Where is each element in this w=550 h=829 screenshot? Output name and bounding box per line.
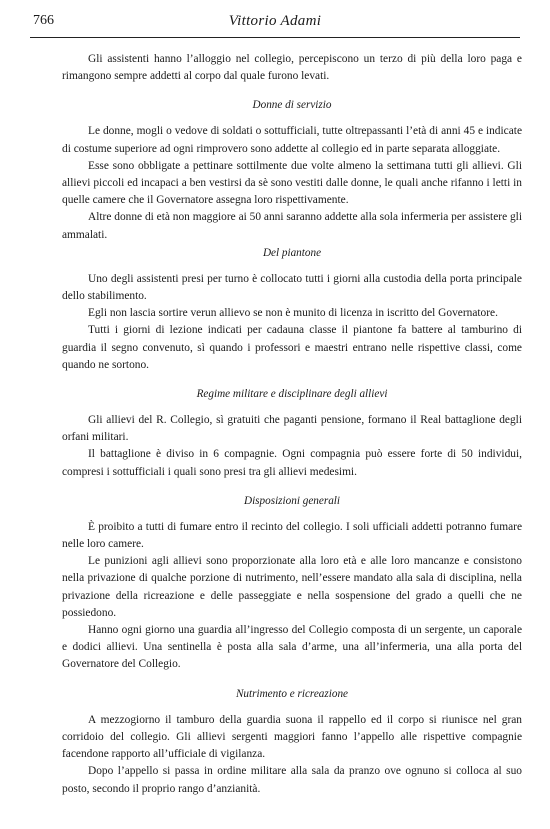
- intro-paragraph: Gli assistenti hanno l’alloggio nel collegio, percepiscono un terzo di più della loro paga e rimangono sempre addetti al corpo dal quale furono levati.: [62, 53, 522, 83]
- paragraph: Gli allievi del R. Collegio, sì gratuiti che paganti pensione, formano il Real battaglione degli orfani militari.: [62, 414, 522, 444]
- paragraph: Le punizioni agli allievi sono proporzionate alla loro età e alle loro mancanze e consistono nella privazione di qualche porzione di nutrimento, nell’essere mandato alla sala di disciplina, nella privazione della ricreazione e delle passeggiate e nella sospensione del grado a quelli che ne possiedono.: [62, 555, 522, 619]
- paragraph: Uno degli assistenti presi per turno è collocato tutti i giorni alla custodia della porta principale dello stabilimento.: [62, 272, 522, 303]
- paragraph: Le donne, mogli o vedove di soldati o sottufficiali, tutte oltrepassanti l’età di anni 45 e indicate di costume superiore ad ogni rimprovero sono addette al collegio ed in parte separata alloggiate.: [62, 125, 522, 155]
- section-heading: Del piantone: [262, 246, 322, 259]
- section-heading: Donne di servizio: [252, 99, 332, 112]
- paragraph: Tutti i giorni di lezione indicati per cadauna classe il piantone fa battere al tamburino di guardia il segno convenuto, sì quando i professori e maestri entrano nelle rispettive classi, come quando ne sortono.: [62, 324, 522, 371]
- section-heading: Regime militare e disciplinare degli allievi: [196, 388, 388, 401]
- paragraph: Altre donne di età non maggiore ai 50 anni saranno addette alla sola infermeria per assistere gli ammalati.: [62, 211, 522, 241]
- paragraph: A mezzogiorno il tamburo della guardia suona il rappello ed il corpo si riunisce nel gran corridoio del collegio. Gli allievi sergenti maggiori fanno l’appello alle rispettive compagnie facendone rapporto all’ufficiale di vigilanza.: [62, 713, 522, 761]
- paragraph: Hanno ogni giorno una guardia all’ingresso del Collegio composta di un sergente, un caporale e dodici allievi. Una sentinella è posta alla sala d’arme, una all’infermeria, una alla porta del Governatore del Collegio.: [62, 624, 522, 671]
- paragraph: Esse sono obbligate a pettinare sottilmente due volte almeno la settimana tutti gli allievi. Gli allievi piccoli ed incapaci a ben vestirsi da sè sono vestiti dalle donne, le quali anche rifanno i letti in quelle camere che il Governatore assegna loro rispettivamente.: [62, 159, 522, 207]
- header-rule: [30, 37, 520, 38]
- page-number: 766: [33, 13, 54, 28]
- page-header: [0, 13, 550, 35]
- running-title: Vittorio Adami: [228, 13, 322, 29]
- paragraph: È proibito a tutti di fumare entro il recinto del collegio. I soli ufficiali addetti potranno fumare nelle loro camere.: [62, 520, 522, 551]
- page-body: [62, 51, 522, 798]
- section-heading: Disposizioni generali: [243, 494, 341, 507]
- paragraph: Il battaglione è diviso in 6 compagnie. Ogni compagnia può essere forte di 50 individui, compresi i sottufficiali i quali sono presi tra gli allievi medesimi.: [62, 448, 522, 478]
- paragraph: Egli non lascia sortire verun allievo se non è munito di licenza in iscritto del Governatore.: [88, 307, 498, 320]
- section-heading: Nutrimento e ricreazione: [235, 687, 349, 700]
- paragraph: Dopo l’appello si passa in ordine militare alla sala da pranzo ove ognuno si colloca al suo posto, secondo il proprio rango d’anzianità.: [62, 765, 522, 795]
